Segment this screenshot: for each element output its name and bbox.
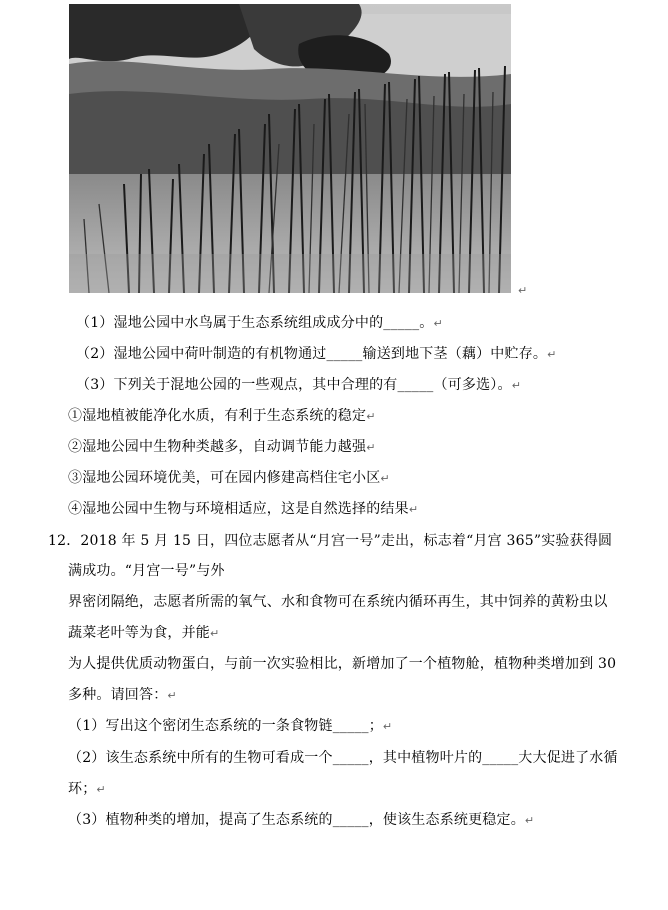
paragraph-mark: ↵ (210, 627, 220, 640)
q12-sub3: （3）植物种类的增加，提高了生态系统的_____，使该生态系统更稳定。↵ (68, 812, 535, 828)
q12-sub1: （1）写出这个密闭生态系统的一条食物链_____；↵ (68, 718, 393, 734)
paragraph-mark: ↵ (366, 410, 376, 423)
paragraph-mark: ↵ (96, 783, 106, 796)
paragraph-mark: ↵ (382, 720, 393, 733)
q12-stem-line-2: 满成功。“月宫一号”与外 (68, 563, 225, 579)
paragraph-mark: ↵ (547, 348, 557, 361)
paragraph-mark: ↵ (167, 689, 177, 702)
q11-option-4: ④湿地公园中生物与环境相适应，这是自然选择的结果↵ (68, 501, 419, 517)
wetland-reeds-photo (69, 4, 511, 293)
q12-stem-line-6: 多种。请回答：↵ (68, 687, 177, 703)
q12-stem-line-5: 为人提供优质动物蛋白，与前一次实验相比，新增加了一个植物舱，植物种类增加到 30 (68, 656, 617, 672)
paragraph-mark: ↵ (380, 472, 390, 485)
q12-stem-line-1: 12．2018 年 5 月 15 日，四位志愿者从“月宫一号”走出，标志着“月宫 365”实验获得圆 (48, 533, 613, 549)
q11-option-3: ③湿地公园环境优美，可在园内修建高档住宅小区↵ (68, 470, 390, 486)
q11-sub1: （1）湿地公园中水鸟属于生态系统组成成分中的_____。↵ (76, 315, 443, 331)
paragraph-mark: ↵ (524, 814, 535, 827)
paragraph-mark: ↵ (518, 284, 528, 297)
q11-option-2: ②湿地公园中生物种类越多，自动调节能力越强↵ (68, 439, 376, 455)
q12-stem-line-3: 界密闭隔绝，志愿者所需的氧气、水和食物可在系统内循环再生，其中饲养的黄粉虫以 (68, 594, 608, 610)
q11-option-1: ①湿地植被能净化水质，有利于生态系统的稳定↵ (68, 408, 376, 424)
q12-sub2-cont: 环；↵ (68, 781, 106, 797)
paragraph-mark: ↵ (366, 441, 376, 454)
q12-stem-line-4: 蔬菜老叶等为食，并能↵ (68, 625, 220, 641)
paragraph-mark: ↵ (433, 317, 443, 330)
q11-sub2: （2）湿地公园中荷叶制造的有机物通过_____输送到地下茎（藕）中贮存。↵ (76, 346, 557, 362)
paragraph-mark: ↵ (511, 379, 522, 392)
q12-sub2: （2）该生态系统中所有的生物可看成一个_____，其中植物叶片的_____大大促进了水循 (68, 750, 618, 766)
q11-sub3: （3）下列关于混地公园的一些观点，其中合理的有_____（可多选）。↵ (76, 377, 522, 393)
paragraph-mark: ↵ (408, 503, 419, 516)
